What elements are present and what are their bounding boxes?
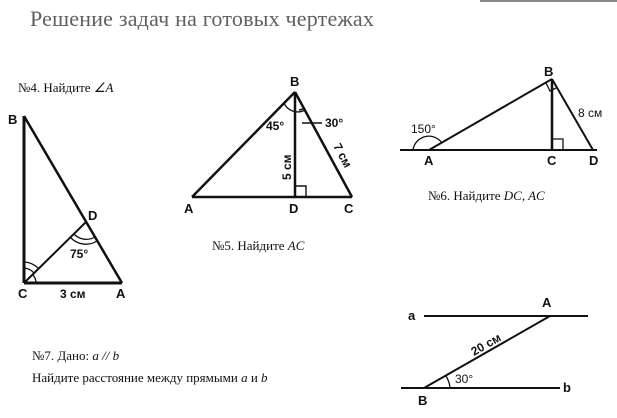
fig7-label-point-a: A [542, 295, 552, 310]
fig7-angle-value: 30° [455, 372, 474, 386]
fig4-label-a: A [116, 286, 126, 301]
task7-line1-prefix: №7. Дано: [32, 348, 93, 363]
fig5-label-c: C [344, 201, 354, 216]
fig5-angle2-value: 30° [325, 116, 344, 130]
fig4-label-b: B [8, 112, 18, 127]
fig4-label-d: D [88, 208, 98, 223]
task4-target: ∠A [93, 80, 114, 95]
fig5-label-a: A [184, 201, 194, 216]
task6-target: DC, AC [503, 188, 545, 203]
figure-task7 [401, 316, 588, 388]
fig6-angle-mark [413, 136, 442, 150]
task7-a: a [241, 370, 248, 385]
figure-task6 [400, 79, 597, 150]
fig6-label-c: C [547, 153, 557, 168]
fig4-side-value: 3 см [60, 287, 86, 301]
fig4-angle-mark-d1 [74, 234, 95, 239]
task7-given-value: a // b [92, 348, 120, 363]
task5-text: №5. Найдите [212, 238, 288, 253]
fig6-right-angle-c [552, 139, 563, 150]
fig7-label-point-b: B [418, 393, 428, 408]
fig5-segment-ab [192, 92, 295, 197]
task7-b: b [261, 370, 268, 385]
fig6-label-d: D [589, 153, 599, 168]
task5-target: AC [287, 238, 305, 253]
fig7-segment-ab [424, 316, 550, 388]
task6-text: №6. Найдите [428, 188, 504, 203]
fig6-segment-ab [429, 79, 552, 150]
fig4-angle-mark-c3 [24, 262, 38, 268]
fig5-side-value: 7 см [330, 140, 355, 170]
task4-text: №4. Найдите [18, 80, 94, 95]
fig7-segment-value: 20 см [468, 330, 504, 359]
fig5-label-b: B [290, 74, 300, 89]
fig6-label-a: A [424, 153, 434, 168]
fig5-height-value: 5 см [280, 154, 294, 180]
fig4-label-c: C [18, 286, 28, 301]
task7-line2-prefix: Найдите расстояние между прямыми [32, 370, 242, 385]
figure-task5 [192, 92, 355, 197]
fig7-label-line-b: b [563, 380, 571, 395]
fig4-angle-value: 75° [70, 247, 89, 261]
task7-and: и [247, 370, 262, 385]
fig5-right-angle [295, 186, 306, 197]
fig6-side-value: 8 см [578, 106, 603, 120]
fig7-angle-mark [446, 376, 450, 388]
fig5-label-d: D [289, 201, 299, 216]
fig6-label-b: B [544, 64, 554, 79]
page-title: Решение задач на готовых чертежах [30, 6, 375, 31]
fig7-label-line-a: a [408, 308, 416, 323]
fig6-angle-value: 150° [411, 122, 436, 136]
fig5-angle1-value: 45° [266, 119, 285, 133]
